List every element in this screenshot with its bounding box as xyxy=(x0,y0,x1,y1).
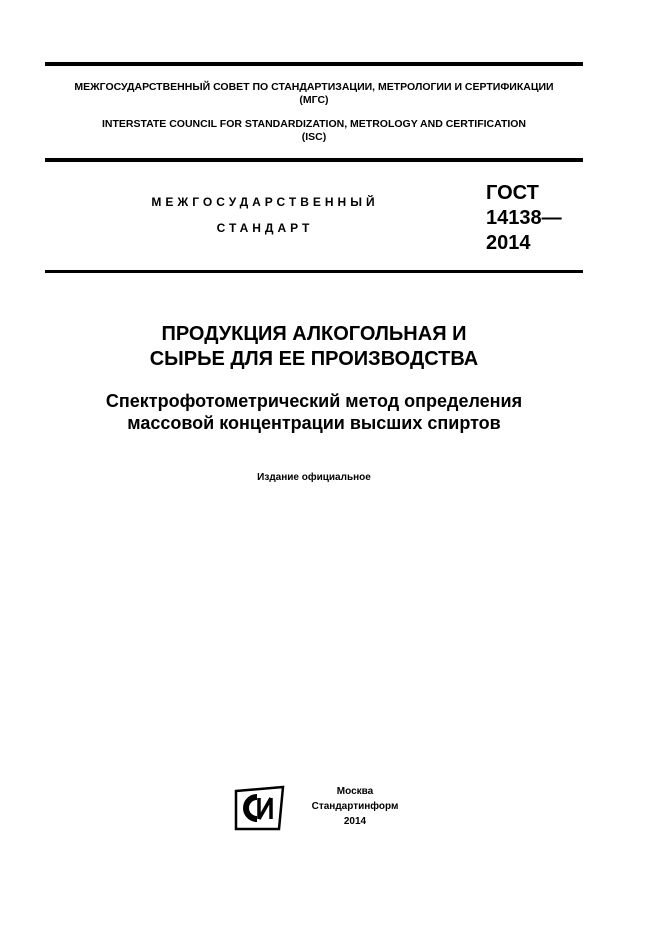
document-title xyxy=(45,322,583,372)
publisher-city: Москва xyxy=(336,786,374,797)
publisher-block xyxy=(300,784,410,829)
standard-type-label xyxy=(100,189,430,241)
gost-prefix: ГОСТ xyxy=(486,182,539,204)
publisher-year: 2014 xyxy=(343,816,367,827)
subtitle-line1: Спектрофотометрический метод определения xyxy=(105,391,523,411)
title-line2: СЫРЬЕ ДЛЯ ЕЕ ПРОИЗВОДСТВА xyxy=(149,348,479,370)
gost-designation xyxy=(486,181,562,256)
gost-number: 14138— xyxy=(486,207,562,229)
standard-type-line2: СТАНДАРТ xyxy=(216,221,314,235)
standard-type-line1: МЕЖГОСУДАРСТВЕННЫЙ xyxy=(151,195,379,209)
council-ru-name: МЕЖГОСУДАРСТВЕННЫЙ СОВЕТ ПО СТАНДАРТИЗАЦИИ, МЕТРОЛОГИИ И СЕРТИФИКАЦИИ xyxy=(74,81,554,93)
header-bottom-rule xyxy=(45,270,583,273)
top-rule xyxy=(45,62,583,66)
council-en-name: INTERSTATE COUNCIL FOR STANDARDIZATION, METROLOGY AND CERTIFICATION xyxy=(101,118,527,130)
council-ru-abbr: (МГС) xyxy=(299,94,329,106)
council-block xyxy=(45,81,583,144)
document-subtitle xyxy=(45,390,583,434)
publisher-name: Стандартинформ xyxy=(311,801,399,812)
council-bottom-rule xyxy=(45,158,583,162)
council-en-abbr: (ISC) xyxy=(301,131,327,143)
standartinform-logo xyxy=(233,785,289,831)
gost-year: 2014 xyxy=(486,232,531,254)
title-line1: ПРОДУКЦИЯ АЛКОГОЛЬНАЯ И xyxy=(161,323,467,345)
edition-note: Издание официальное xyxy=(257,472,371,483)
subtitle-line2: массовой концентрации высших спиртов xyxy=(127,413,501,433)
